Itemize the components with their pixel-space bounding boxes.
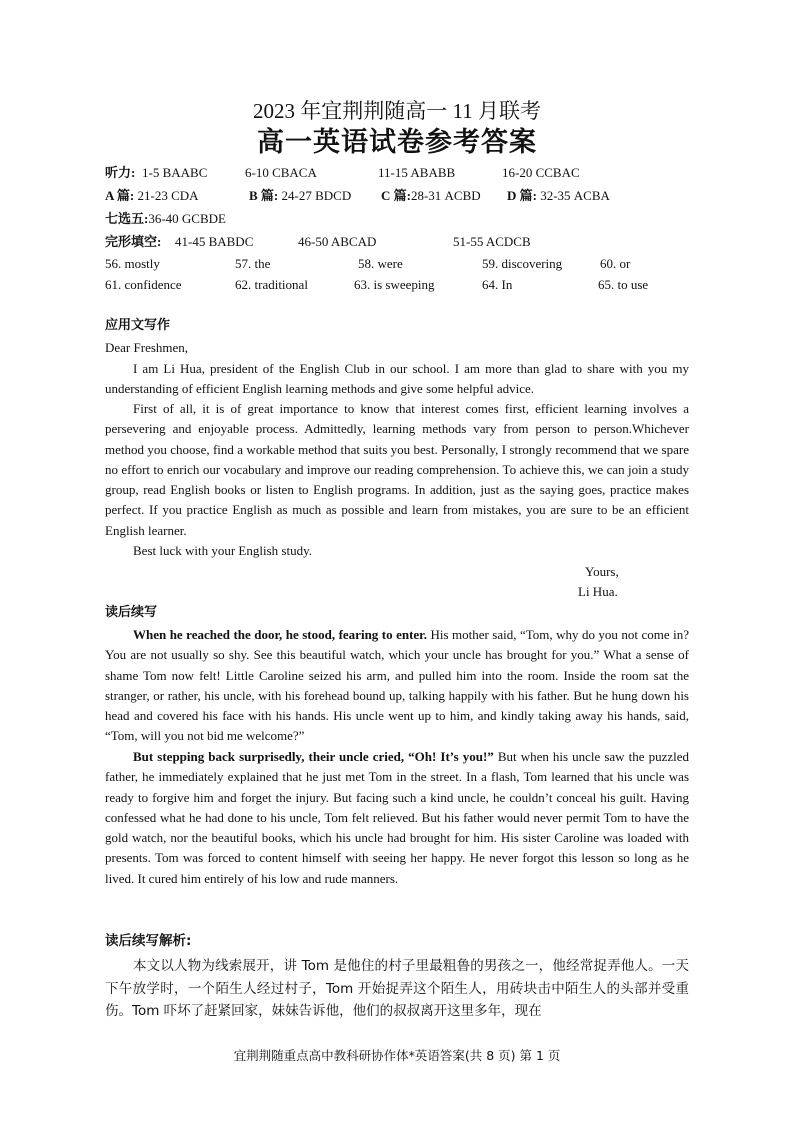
answer-item: 60. or	[600, 256, 631, 271]
cloze-label: 完形填空:	[105, 234, 162, 249]
continuation-paragraph-2	[105, 747, 689, 889]
listening-label: 听力:	[105, 165, 136, 180]
letter-closing: Yours,	[585, 564, 619, 579]
exam-title: 2023 年宜荆荆随高一 11 月联考	[253, 99, 541, 123]
answer-group: 51-55 ACDCB	[453, 234, 531, 249]
grammar-fill-row-2	[105, 275, 705, 295]
answer-group: 41-45 BABDC	[175, 234, 254, 249]
answer-item: 59. discovering	[482, 256, 563, 271]
writing-heading: 应用文写作	[105, 318, 171, 333]
paragraph-1-lead-sentence: When he reached the door, he stood, fearing to enter.	[133, 627, 427, 642]
answer-item: 56. mostly	[105, 256, 160, 271]
listening-answers	[105, 163, 705, 183]
answer-group: 1-5 BAABC	[142, 165, 208, 180]
cloze-answers	[105, 232, 705, 252]
reading-c-value: 28-31 ACBD	[410, 188, 481, 203]
answer-item: 62. traditional	[235, 277, 308, 292]
reading-b-value: 24-27 BDCD	[281, 188, 352, 203]
answer-group: 36-40 GCBDE	[148, 211, 226, 226]
answer-key-title: 高一英语试卷参考答案	[257, 127, 537, 157]
answer-item: 57. the	[235, 256, 271, 271]
analysis-heading: 读后续写解析:	[105, 933, 192, 949]
seven-choose-five-answers	[105, 209, 226, 229]
grammar-fill-row-1	[105, 254, 705, 274]
paragraph-1-body: His mother said, “Tom, why do you not come in? You are not usually so shy. See this beautiful watch, which your uncle has brought for you.” What a sense of shame Tom now felt! Little Caroline seized his arm, and pulled him into the room. Inside the room sat the stranger, or rather, his uncle, with his forehead bound up, talking happily with his father. But he hung down his head and covered his face with his hands. His uncle went up to him, and kindly taking away his hands, said, “Tom, will you not bid me welcome?”	[105, 627, 689, 744]
answer-item: 58. were	[358, 256, 403, 271]
reading-d-value: 32-35 ACBA	[540, 188, 610, 203]
reading-c-label: C 篇:	[381, 188, 411, 203]
letter-salutation: Dear Freshmen,	[105, 340, 189, 355]
paragraph-2-body: But when his uncle saw the puzzled father, he immediately explained that he just met Tom in the street. In a flash, Tom learned that his uncle was ready to forgive him and forget the injury. But facing such a kind uncle, he couldn’t conceal his guilt. Having confessed what he had done to his uncle, Tom felt relieved. But his father would never permit Tom to have the gold watch, nor the beautiful books, which his uncle had brought for him. His sister Caroline was loaded with presents. Tom was forced to content himself with seeing her happy. He never forgot this lesson so long as he lived. It cured him entirely of his low and rude manners.	[105, 749, 689, 886]
paragraph-2-lead-sentence: But stepping back surprisedly, their uncle cried, “Oh! It’s you!”	[133, 749, 494, 764]
answer-item: 64. In	[482, 277, 513, 292]
answer-item: 63. is sweeping	[354, 277, 435, 292]
continuation-heading: 读后续写	[105, 605, 158, 620]
reading-b-label: B 篇:	[249, 188, 279, 203]
letter-paragraph-3: Best luck with your English study.	[133, 543, 312, 558]
answer-group: 6-10 CBACA	[245, 165, 317, 180]
seven-choose-five-label: 七选五:	[105, 211, 149, 226]
continuation-paragraph-1	[105, 625, 689, 747]
answer-group: 16-20 CCBAC	[502, 165, 580, 180]
reading-d-label: D 篇:	[507, 188, 537, 203]
letter-signature: Li Hua.	[578, 584, 618, 599]
letter-paragraph-1: I am Li Hua, president of the English Club in our school. I am more than glad to share with you my understanding of efficient English learning methods and give some helpful advice.	[105, 361, 689, 397]
reading-a-value: 21-23 CDA	[137, 188, 199, 203]
analysis-paragraph: 本文以人物为线索展开，讲 Tom 是他住的村子里最粗鲁的男孩之一，他经常捉弄他人。一天下午放学时，一个陌生人经过村子，Tom 开始捉弄这个陌生人，用砖块击中陌生人的头部并受重伤。Tom 吓坏了赶紧回家，妹妹告诉他，他们的叔叔离开这里多年，现在	[105, 958, 689, 1019]
answer-group: 11-15 ABABB	[378, 165, 456, 180]
answer-group: 46-50 ABCAD	[298, 234, 377, 249]
letter-paragraph-2: First of all, it is of great importance to know that interest comes first, efficient learning involves a persevering and enjoyable process. Admittedly, learning methods vary from person to person.Whichever method you choose, find a workable method that suits you best. Personally, I strongly recommend that we spare no effort to enrich our vocabulary and improve our reading comprehension. To achieve this, we can join a study group, read English books or listen to English programs. In addition, just as the saying goes, practice makes perfect. If you practice English as much as possible and learn from mistakes, you are sure to be an efficient English learner.	[105, 401, 689, 538]
reading-a-label: A 篇:	[105, 188, 135, 203]
page-footer: 宜荆荆随重点高中教科研协作体*英语答案(共 8 页) 第 1 页	[233, 1048, 561, 1063]
answer-item: 65. to use	[598, 277, 649, 292]
answer-item: 61. confidence	[105, 277, 182, 292]
